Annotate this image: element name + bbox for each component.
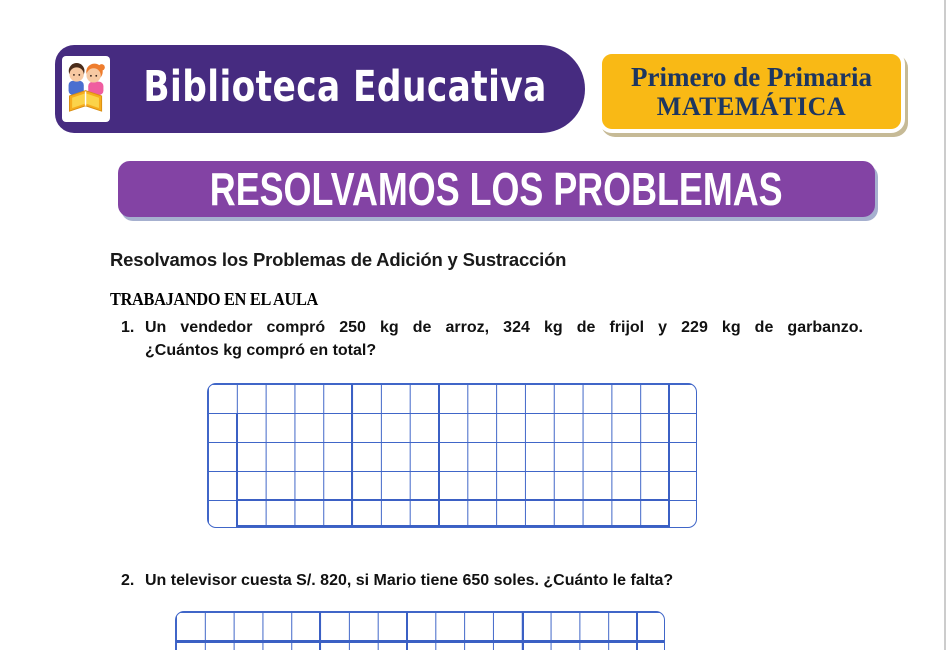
kids-reading-book-icon — [65, 57, 107, 122]
badge-grade-label: Primero de Primaria — [631, 61, 872, 92]
grade-subject-badge — [598, 50, 905, 133]
badge-subject-label: MATEMÁTICA — [656, 92, 847, 122]
worksheet-subtitle: Resolvamos los Problemas de Adición y Sustracción — [110, 249, 567, 270]
worksheet-title-banner — [118, 161, 875, 217]
brand-banner — [55, 45, 585, 133]
grid-thick-line — [236, 413, 238, 528]
problem-1-line-1: Un vendedor compró 250 kg de arroz, 324 kg de frijol y 229 kg de garbanzo. — [145, 319, 863, 336]
problem-1-text — [145, 316, 863, 362]
problem-1-number: 1. — [121, 319, 135, 336]
brand-name: Biblioteca Educativa — [143, 62, 547, 112]
grid-thick-line — [236, 525, 670, 527]
page-edge-line — [944, 0, 946, 650]
answer-grid-1 — [207, 383, 697, 528]
worksheet-title: RESOLVAMOS LOS PROBLEMAS — [210, 163, 783, 215]
grid-thick-line — [351, 384, 353, 527]
grid-thick-line — [522, 612, 524, 650]
problem-2-number: 2. — [121, 572, 135, 589]
problem-1-line-2: ¿Cuántos kg compró en total? — [145, 342, 377, 359]
grid-thick-line — [636, 612, 638, 650]
grid-thick-line — [668, 384, 670, 527]
brand-logo — [62, 56, 110, 122]
grid-thick-line — [176, 640, 664, 643]
problem-2-text — [145, 569, 863, 592]
grid-thick-line — [438, 384, 440, 527]
problem-2-line-1: Un televisor cuesta S/. 820, si Mario tiene 650 soles. ¿Cuánto le falta? — [145, 572, 674, 589]
section-label: TRABAJANDO EN EL AULA — [110, 289, 319, 309]
grid-thick-line — [236, 499, 670, 501]
grid-thick-line — [319, 612, 321, 650]
grid-thick-line — [406, 612, 408, 650]
answer-grid-2 — [175, 611, 665, 650]
